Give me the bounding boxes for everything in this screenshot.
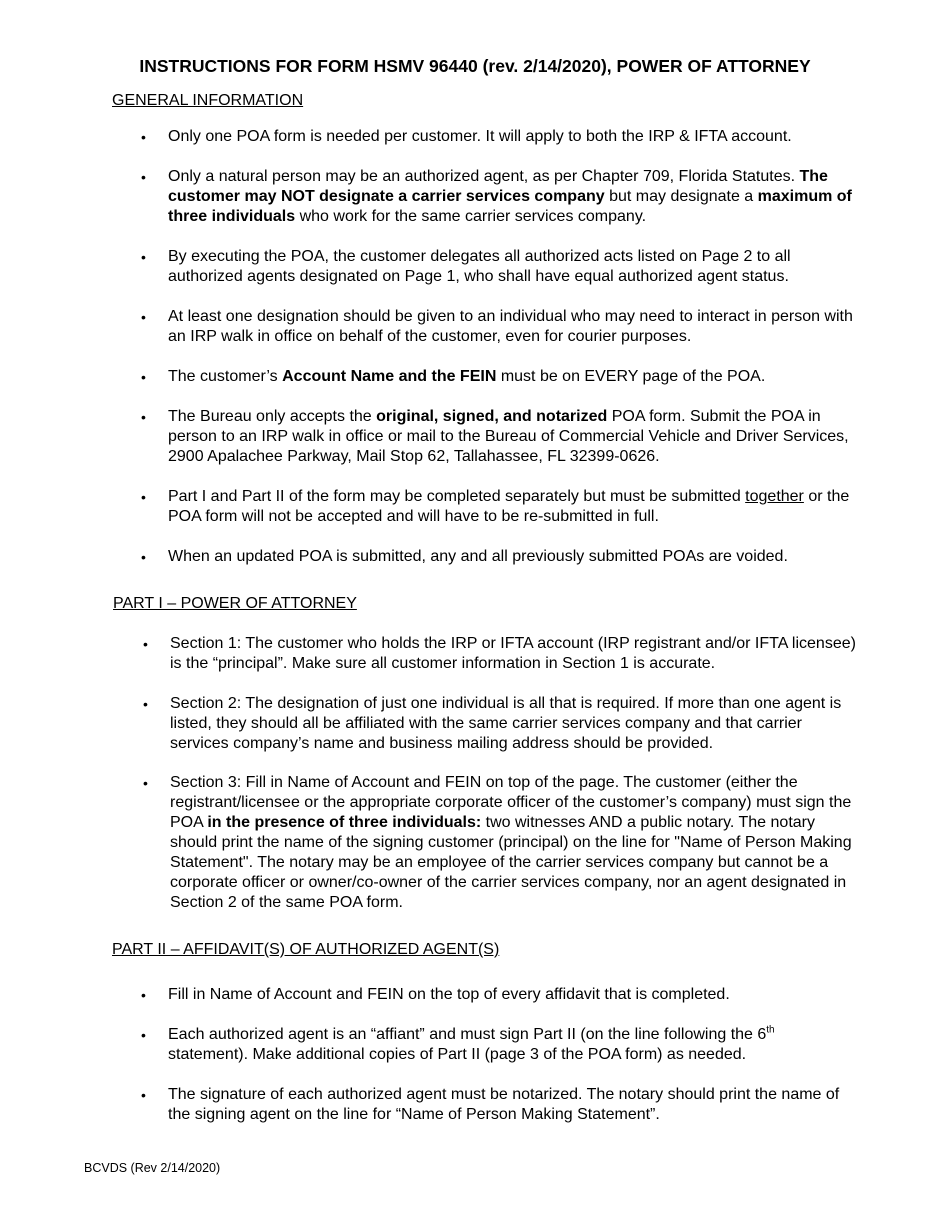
page-title: INSTRUCTIONS FOR FORM HSMV 96440 (rev. 2/14/2020), POWER OF ATTORNEY: [139, 56, 811, 76]
list-item: [141, 1024, 858, 1065]
bullet-dot: •: [141, 1027, 146, 1043]
bullet-text: Only a natural person may be an authorized agent, as per Chapter 709, Florida Statutes.: [168, 168, 796, 185]
bullet-text: Section 1: The customer who holds the IRP or IFTA account (IRP registrant and/or IFTA licensee) is the “principal”. Make sure all customer information in Section 1 is accurate.: [170, 635, 856, 672]
list-item: [143, 694, 860, 754]
bullet-text: Fill in Name of Account and FEIN on the top of every affidavit that is completed.: [168, 986, 730, 1003]
bullet-text: Only one POA form is needed per customer. It will apply to both the IRP & IFTA account.: [168, 128, 792, 145]
bullet-text: who work for the same carrier services company.: [295, 208, 647, 225]
list-item: [143, 773, 860, 913]
bullet-text: must be on EVERY page of the POA.: [496, 368, 766, 385]
bullet-text: The signature of each authorized agent must be notarized. The notary should print the name of the signing agent on the line for “Name of Person Making Statement”.: [168, 1086, 840, 1123]
bullet-text: At least one designation should be given to an individual who may need to interact in person with an IRP walk in office on behalf of the customer, even for courier purposes.: [168, 308, 853, 345]
part-two-heading: PART II – AFFIDAVIT(S) OF AUTHORIZED AGENT(S): [112, 941, 500, 958]
bullet-dot: •: [143, 775, 148, 791]
bullet-dot: •: [141, 409, 146, 425]
bullet-text: statement). Make additional copies of Part II (page 3 of the POA form) as needed.: [168, 1046, 747, 1063]
list-item: [141, 127, 858, 147]
bullet-dot: •: [143, 696, 148, 712]
bullet-text: two witnesses AND a public notary. The notary should print the name of the signing customer (principal) on the line for "Name of Person Making Statement". The notary may be an employee of the carrier services company but cannot be a corporate officer or owner/co-owner of the carrier services company, nor an agent designated in Section 2 of the same POA form.: [170, 814, 852, 911]
bullet-text-bold: original, signed, and notarized: [376, 408, 608, 425]
bullet-text: The Bureau only accepts the: [168, 408, 377, 425]
list-item: [141, 247, 858, 287]
list-item: [141, 985, 858, 1005]
bullet-text: Part I and Part II of the form may be completed separately but must be submitted: [168, 488, 746, 505]
bullet-text: POA form. Submit the POA in person to an IRP walk in office or mail to the Bureau of Commercial Vehicle and Driver Services, 2900 Apalachee Parkway, Mail Stop 62, Tallahassee, FL 32399-0626.: [168, 408, 849, 465]
list-item: [141, 307, 858, 347]
bullet-text-bold: Account Name and the FEIN: [282, 368, 497, 385]
bullet-text: or the POA form will not be accepted and will have to be re-submitted in full.: [168, 488, 850, 525]
bullet-dot: •: [141, 369, 146, 385]
bullet-text-bold: in the presence of three individuals:: [207, 814, 482, 831]
part-one-heading: PART I – POWER OF ATTORNEY: [113, 595, 357, 612]
bullet-text: The customer’s: [168, 368, 283, 385]
bullet-text: Section 3: Fill in Name of Account and FEIN on top of the page. The customer (either the registrant/licensee or the appropriate corporate officer of the customer’s company) must sign the POA: [170, 774, 852, 831]
bullet-text-bold: maximum of three individuals: [168, 188, 852, 225]
bullet-text: By executing the POA, the customer delegates all authorized acts listed on Page 2 to all authorized agents designated on Page 1, who shall have equal authorized agent status.: [168, 248, 791, 285]
list-item: [141, 1085, 858, 1125]
list-item: [141, 167, 858, 227]
list-item: [141, 487, 858, 527]
bullet-text: Section 2: The designation of just one individual is all that is required. If more than one agent is listed, they should all be affiliated with the same carrier services company and that carrier services company’s name and business mailing address should be provided.: [170, 695, 842, 752]
bullet-dot: •: [141, 987, 146, 1003]
bullet-dot: •: [141, 249, 146, 265]
list-item: [143, 634, 860, 674]
footer-revision: BCVDS (Rev 2/14/2020): [84, 1161, 221, 1175]
bullet-dot: •: [141, 1087, 146, 1103]
bullet-dot: •: [141, 549, 146, 565]
bullet-text-bold: The customer may NOT designate a carrier services company: [168, 168, 828, 205]
bullet-text: When an updated POA is submitted, any and all previously submitted POAs are voided.: [168, 548, 788, 565]
superscript: th: [766, 1024, 775, 1036]
list-item: [141, 367, 858, 387]
bullet-dot: •: [141, 489, 146, 505]
bullet-dot: •: [141, 169, 146, 185]
bullet-text: but may designate a: [604, 188, 758, 205]
bullet-dot: •: [141, 309, 146, 325]
list-item: [141, 547, 858, 567]
bullet-text: Each authorized agent is an “affiant” and must sign Part II (on the line following the 6: [168, 1026, 767, 1043]
bullet-dot: •: [141, 129, 146, 145]
general-information-heading: GENERAL INFORMATION: [112, 92, 304, 109]
bullet-dot: •: [143, 636, 148, 652]
list-item: [141, 407, 858, 467]
bullet-text-underlined: together: [745, 488, 804, 505]
